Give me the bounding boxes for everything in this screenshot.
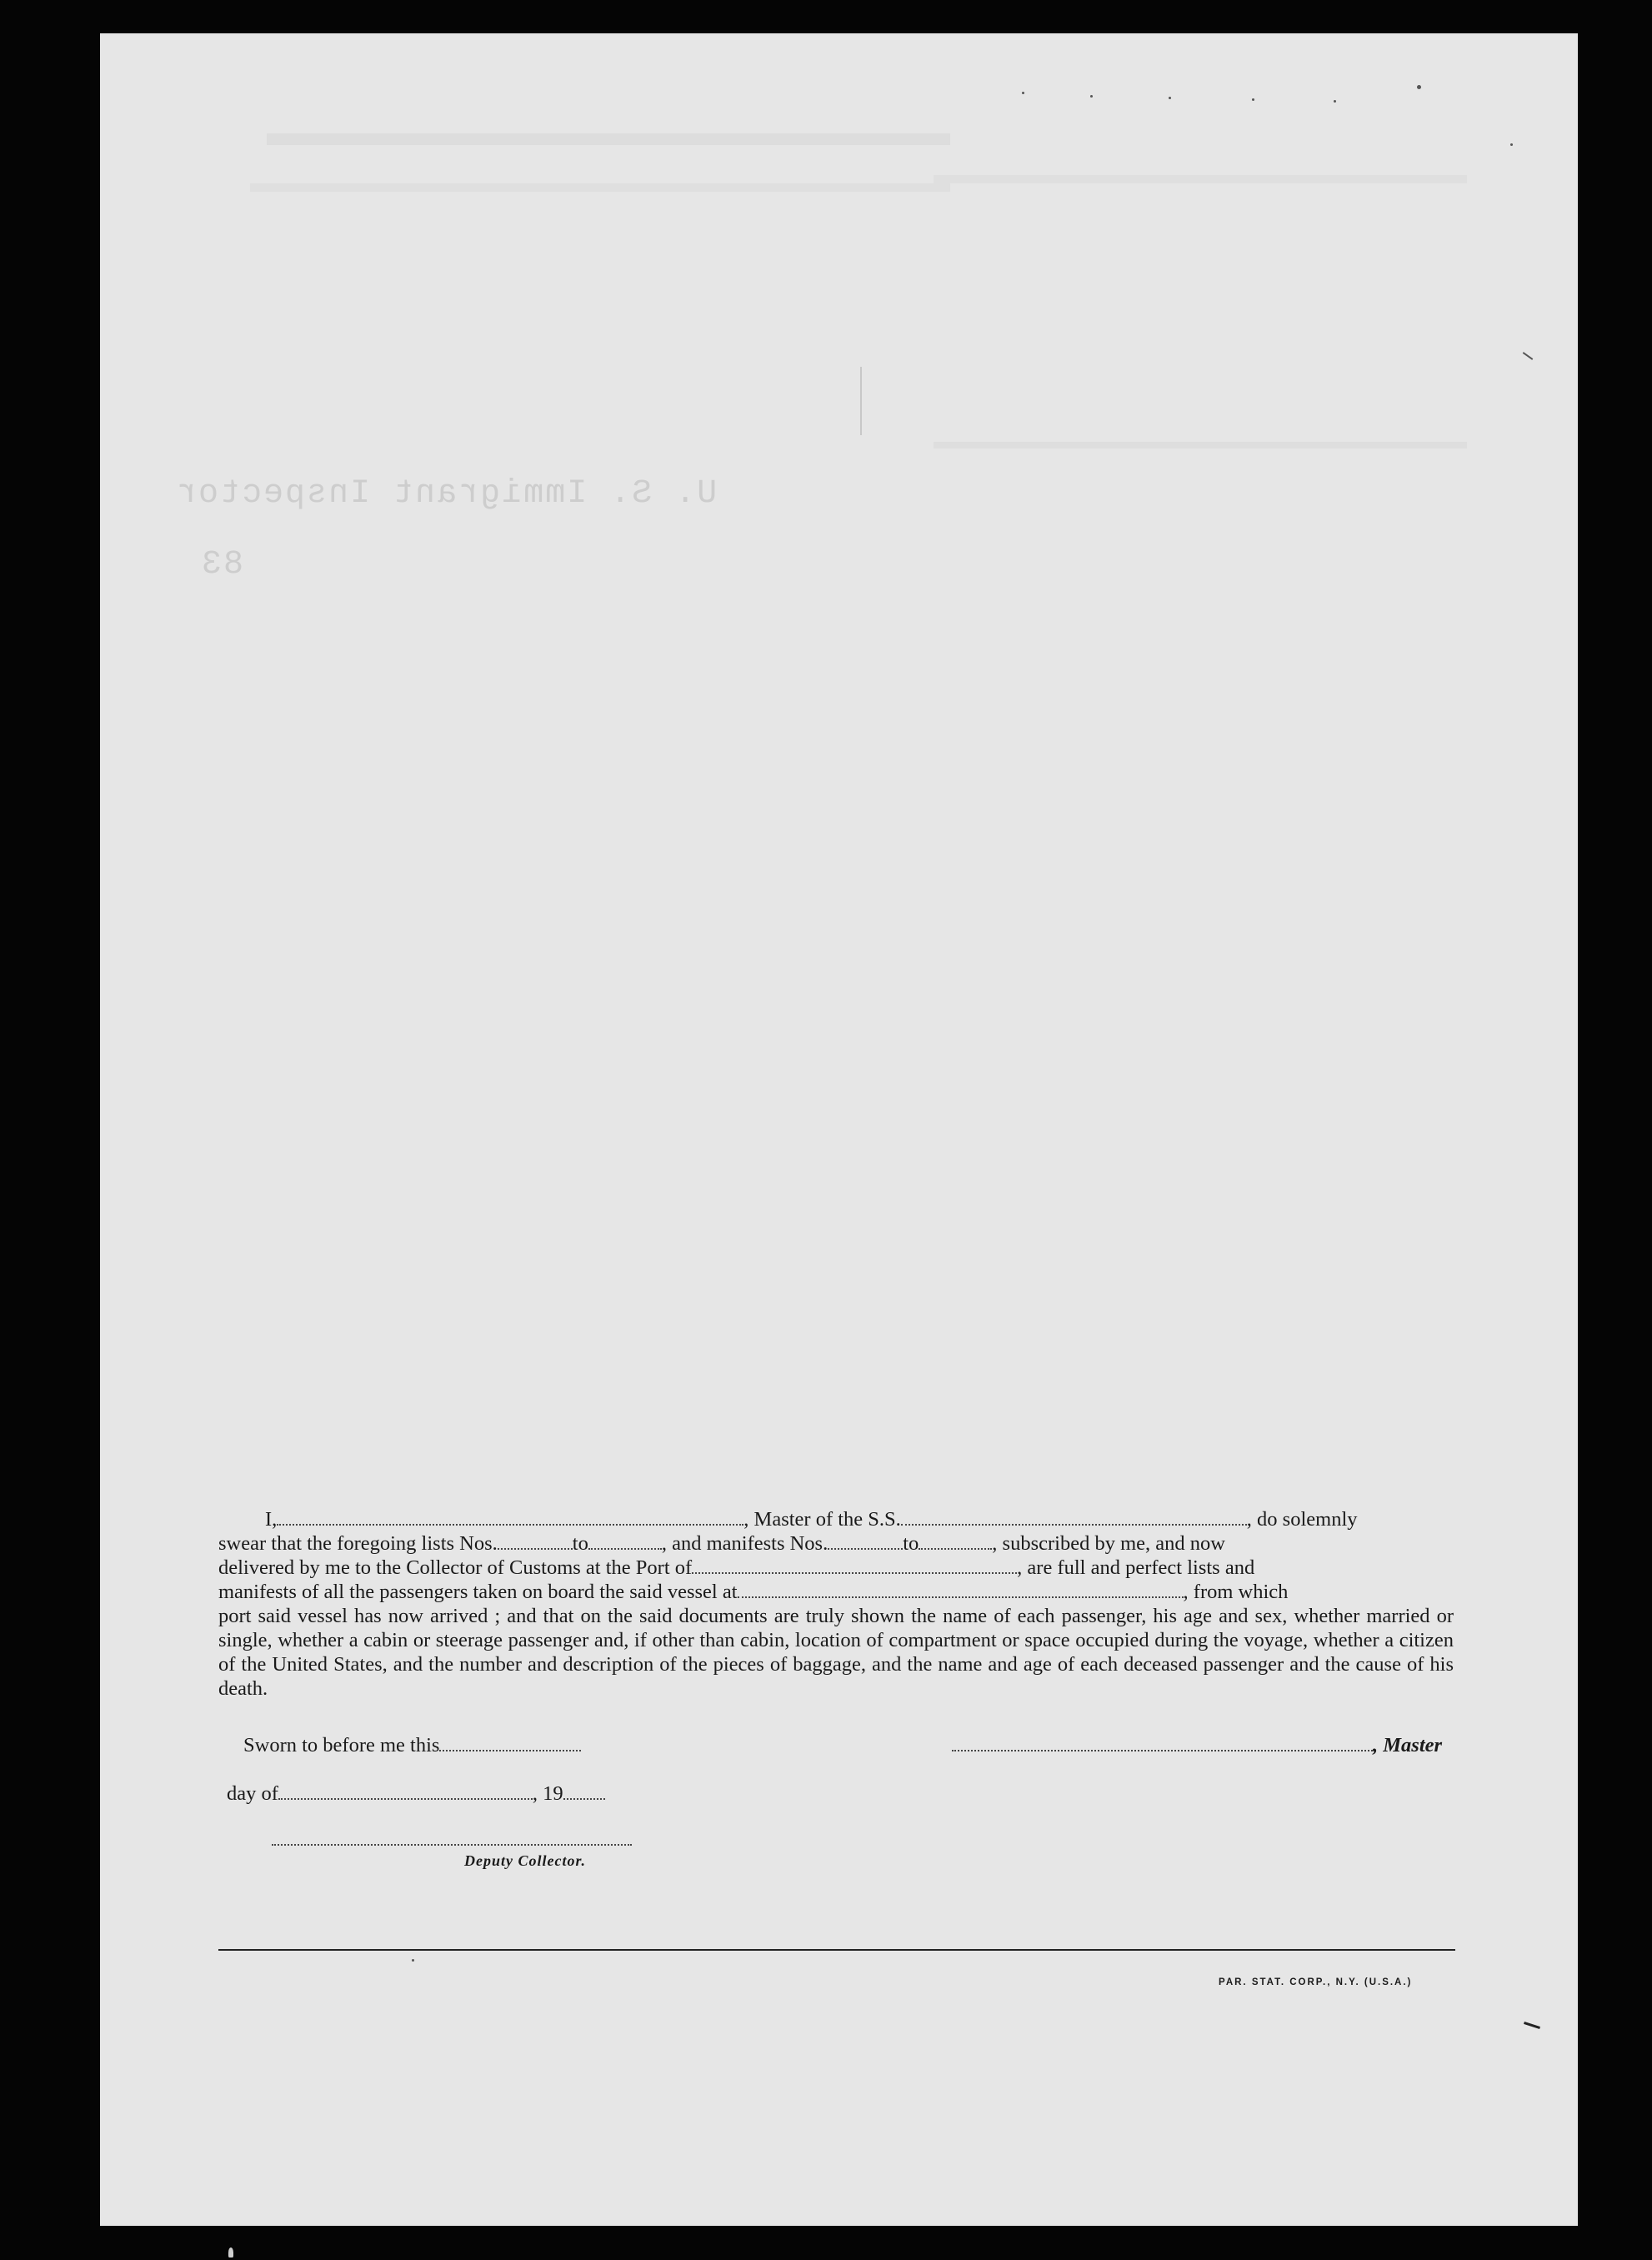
master-oath-paragraph (218, 1507, 1454, 1701)
master-signature-field[interactable] (952, 1735, 1373, 1751)
footer-rule (218, 1949, 1455, 1951)
master-signature-row (952, 1734, 1442, 1757)
scan-speck (1090, 95, 1093, 98)
oath-text: to (572, 1532, 588, 1555)
scan-speck (1252, 98, 1254, 101)
oath-text: , Master of the S.S. (743, 1508, 901, 1531)
scan-speck (1334, 100, 1336, 103)
bleed-through-inspector: U. S. Immigrant Inspector (175, 475, 718, 513)
oath-text: , do solemnly (1246, 1508, 1358, 1531)
oath-text: manifests of all the passengers taken on board the said vessel at (218, 1581, 738, 1603)
ship-name-field[interactable] (901, 1509, 1247, 1526)
lists-to-field[interactable] (588, 1533, 662, 1550)
master-label: , Master (1373, 1734, 1443, 1756)
scan-mark (228, 2247, 233, 2257)
oath-text: , and manifests Nos. (661, 1532, 829, 1555)
oath-text: delivered by me to the Collector of Customs at the Port of (218, 1556, 693, 1579)
oath-text: swear that the foregoing lists Nos. (218, 1532, 498, 1555)
oath-text: I, (265, 1508, 278, 1531)
bleed-through-smudge (934, 175, 1467, 183)
printer-imprint: PAR. STAT. CORP., N.Y. (U.S.A.) (1219, 1977, 1413, 1987)
bleed-through-smudge (934, 442, 1467, 448)
scan-speck (412, 1959, 414, 1962)
oath-line-4 (218, 1580, 1454, 1604)
scan-speck (1022, 92, 1024, 94)
scan-speck (1169, 97, 1171, 99)
port-field[interactable] (692, 1557, 1017, 1574)
year-field[interactable] (563, 1783, 605, 1800)
bleed-through-line (860, 367, 862, 435)
oath-text: , from which (1183, 1581, 1289, 1603)
manifests-from-field[interactable] (828, 1533, 903, 1550)
bleed-through-smudge (267, 133, 950, 145)
deputy-collector-label: Deputy Collector. (464, 1852, 586, 1869)
oath-line-5: port said vessel has now arrived ; and that on the said documents are truly shown the name of each passenger, his age and sex, whether married or single, whether a cabin or steerage passenger and, if other than cabin, location of compartment or space occupied during the voyage, whether a citizen of the United States, and the number and description of the pieces of baggage, and the name and age of each deceased passenger and the cause of his death. (218, 1605, 1454, 1700)
manifests-to-field[interactable] (919, 1533, 992, 1550)
oath-text: , subscribed by me, and now (992, 1532, 1225, 1555)
bleed-through-number: 83 (200, 546, 244, 584)
scan-mark (1524, 2022, 1540, 2029)
day-of-row (227, 1782, 605, 1806)
oath-line-3 (218, 1556, 1454, 1580)
lists-from-field[interactable] (498, 1533, 573, 1550)
sworn-label: Sworn to before me this (243, 1734, 440, 1756)
scan-speck (1417, 85, 1421, 89)
embarkation-port-field[interactable] (738, 1581, 1184, 1598)
oath-text: to (903, 1532, 919, 1555)
document-page (100, 33, 1578, 2226)
sworn-row (243, 1734, 581, 1757)
scan-speck (1510, 143, 1513, 146)
day-of-label: day of (227, 1782, 278, 1805)
oath-line-2 (218, 1531, 1454, 1556)
oath-line-1 (218, 1507, 1454, 1531)
sworn-date-field[interactable] (439, 1735, 581, 1751)
deputy-signature-line[interactable] (272, 1844, 632, 1846)
year-prefix: , 19 (532, 1782, 563, 1805)
month-field[interactable] (278, 1783, 533, 1800)
bleed-through-smudge (250, 183, 950, 192)
master-name-field[interactable] (277, 1509, 743, 1526)
scan-mark (1523, 352, 1534, 360)
oath-text: , are full and perfect lists and (1017, 1556, 1255, 1579)
